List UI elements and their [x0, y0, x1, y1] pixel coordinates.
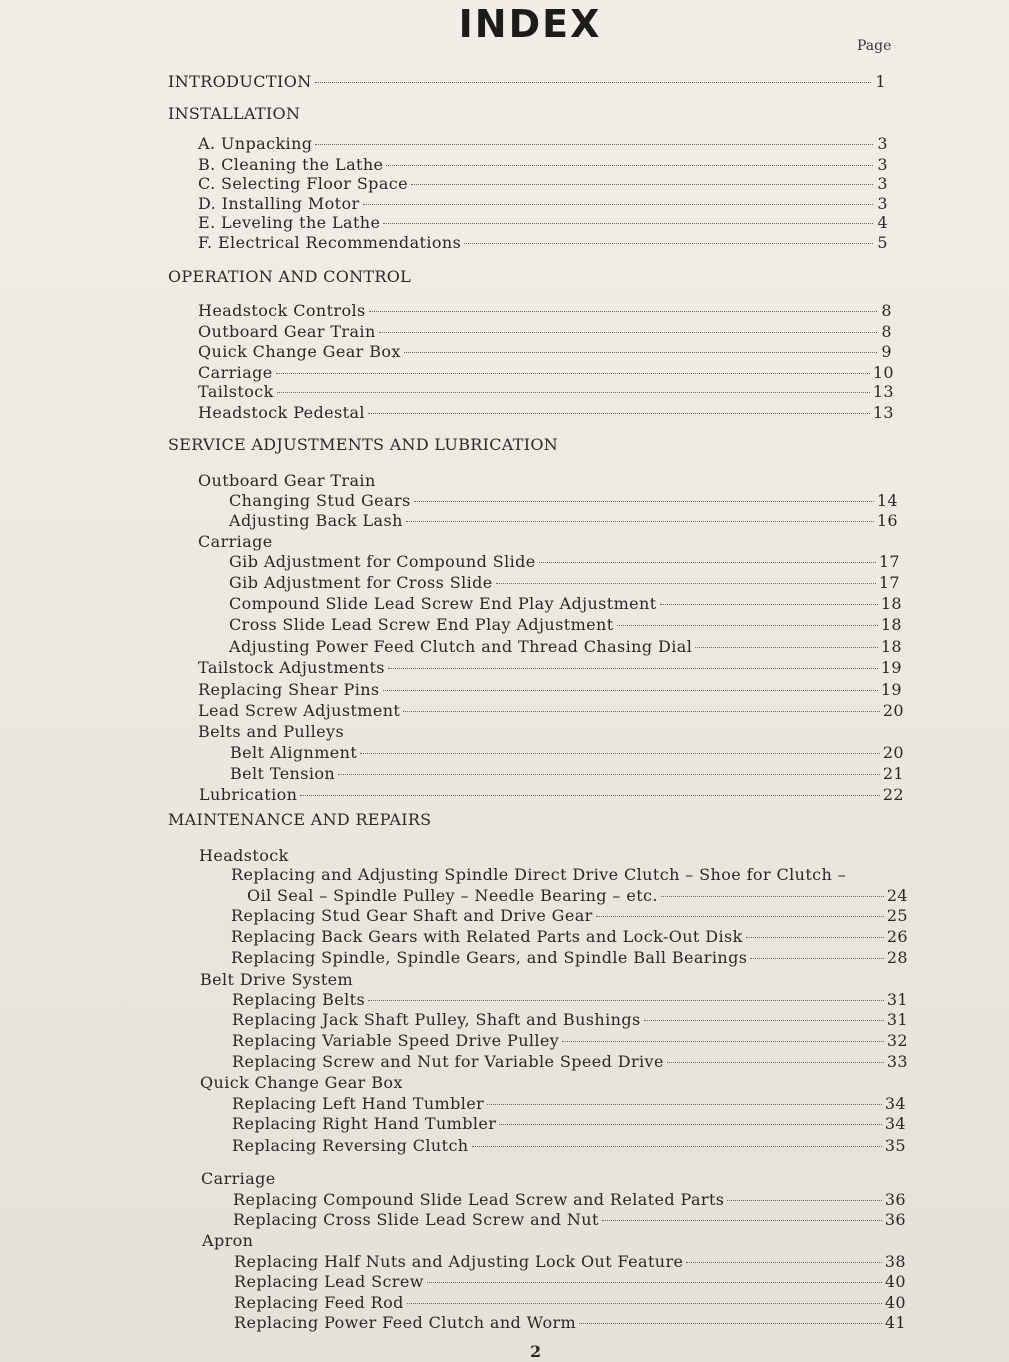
dot-leader: [360, 753, 880, 754]
toc-entry-page: 34: [884, 1094, 906, 1113]
toc-entry[interactable]: [198, 680, 902, 700]
toc-entry[interactable]: [232, 1052, 908, 1072]
toc-entry-page: 3: [877, 194, 888, 213]
toc-entry-page: 36: [884, 1190, 906, 1209]
toc-entry-page: 21: [882, 764, 904, 783]
toc-entry-label: Headstock Pedestal: [198, 403, 365, 422]
dot-leader: [379, 332, 877, 333]
dot-leader: [496, 583, 876, 584]
dot-leader: [368, 1000, 884, 1001]
toc-entry-label: Headstock Controls: [198, 301, 366, 320]
toc-entry-page: 13: [872, 382, 894, 401]
toc-entry[interactable]: [198, 155, 888, 175]
page-title: INDEX: [458, 2, 602, 46]
toc-entry[interactable]: [231, 927, 908, 947]
toc-entry[interactable]: [229, 573, 900, 593]
dot-leader: [695, 647, 878, 648]
toc-entry-page: 3: [877, 174, 888, 193]
toc-entry-label: Replacing Screw and Nut for Variable Speed Drive: [232, 1052, 664, 1071]
toc-entry[interactable]: [231, 906, 908, 926]
toc-entry-page: 22: [882, 785, 904, 804]
toc-entry[interactable]: [233, 1190, 906, 1210]
toc-entry-page: 19: [880, 658, 902, 677]
toc-entry-page: 35: [884, 1136, 906, 1155]
dot-leader: [411, 184, 873, 185]
toc-entry-label: Replacing Left Hand Tumbler: [232, 1094, 485, 1113]
toc-entry-page: 24: [886, 886, 908, 905]
toc-entry-page: 41: [884, 1313, 906, 1332]
toc-entry-page: 14: [876, 491, 898, 510]
dot-leader: [300, 795, 880, 796]
toc-entry-page: 31: [886, 990, 908, 1009]
dot-leader: [407, 1303, 882, 1304]
toc-entry[interactable]: [198, 658, 902, 678]
toc-entry[interactable]: [198, 194, 888, 214]
dot-leader: [487, 1104, 882, 1105]
toc-entry-page: 33: [886, 1052, 908, 1071]
toc-entry-label: Replacing Variable Speed Drive Pulley: [232, 1031, 560, 1050]
dot-leader: [750, 958, 884, 959]
toc-entry-page: 28: [886, 948, 908, 967]
toc-entry-label: Replacing Power Feed Clutch and Worm: [234, 1313, 577, 1332]
toc-entry-label: Tailstock Adjustments: [198, 658, 385, 677]
toc-entry-label: Replacing Lead Screw: [234, 1272, 424, 1291]
dot-leader: [388, 668, 878, 669]
dot-leader: [427, 1282, 882, 1283]
toc-entry-label: Replacing Right Hand Tumbler: [232, 1114, 497, 1133]
toc-entry-page: 34: [884, 1114, 906, 1133]
toc-entry-label: Belt Tension: [230, 764, 336, 783]
toc-entry[interactable]: [198, 403, 894, 423]
section-heading-maintenance: MAINTENANCE AND REPAIRS: [168, 810, 432, 829]
toc-entry[interactable]: [198, 382, 894, 402]
toc-entry-label: Replacing Belts: [232, 990, 366, 1009]
toc-entry-label: Replacing Cross Slide Lead Screw and Nut: [233, 1210, 599, 1229]
toc-entry-label: Outboard Gear Train: [198, 322, 376, 341]
dot-leader: [472, 1146, 882, 1147]
toc-entry-label: Lead Screw Adjustment: [198, 701, 401, 720]
toc-entry-label: Replacing Back Gears with Related Parts and Lock-Out Disk: [231, 927, 743, 946]
toc-entry[interactable]: [198, 134, 888, 154]
toc-entry[interactable]: [198, 701, 904, 721]
toc-entry-label: Gib Adjustment for Cross Slide: [229, 573, 493, 592]
dot-leader: [369, 311, 877, 312]
toc-entry-page: 4: [877, 213, 888, 232]
toc-entry-page: 9: [881, 342, 892, 361]
toc-entry[interactable]: [232, 990, 908, 1010]
dot-leader: [539, 562, 876, 563]
page-number: 2: [530, 1342, 542, 1361]
dot-leader: [579, 1323, 882, 1324]
dot-leader: [617, 625, 878, 626]
toc-entry-label: B. Cleaning the Lathe: [198, 155, 384, 174]
toc-entry-label: E. Leveling the Lathe: [198, 213, 381, 232]
toc-entry-label: Adjusting Back Lash: [229, 511, 403, 530]
dot-leader: [368, 413, 870, 414]
group-heading: Belt Drive System: [200, 970, 354, 989]
toc-entry[interactable]: [229, 552, 900, 572]
toc-entry-label: Replacing Compound Slide Lead Screw and Related Parts: [233, 1190, 725, 1209]
dot-leader: [686, 1262, 881, 1263]
group-heading: Headstock: [199, 846, 289, 865]
toc-entry-label: A. Unpacking: [198, 134, 313, 153]
dot-leader: [727, 1200, 881, 1201]
toc-entry[interactable]: [232, 1094, 906, 1114]
toc-entry-page: 8: [881, 322, 892, 341]
dot-leader: [383, 223, 873, 224]
toc-entry[interactable]: [229, 637, 902, 657]
dot-leader: [276, 373, 870, 374]
toc-entry-continued-line: Replacing and Adjusting Spindle Direct Drive Clutch – Shoe for Clutch –: [231, 865, 847, 884]
toc-entry[interactable]: [229, 594, 902, 614]
toc-entry-label: Replacing Half Nuts and Adjusting Lock Out Feature: [234, 1252, 684, 1271]
dot-leader: [383, 690, 878, 691]
toc-entry-label: Changing Stud Gears: [229, 491, 411, 510]
toc-entry-label: Replacing Stud Gear Shaft and Drive Gear: [231, 906, 593, 925]
toc-entry-page: 18: [880, 615, 902, 634]
toc-entry-label: Lubrication: [199, 785, 298, 804]
toc-entry-page: 17: [878, 552, 900, 571]
toc-entry-page: 36: [884, 1210, 906, 1229]
toc-entry-page: 17: [878, 573, 900, 592]
page-column-label: Page: [857, 38, 892, 54]
toc-entry-page: 20: [882, 743, 904, 762]
toc-entry-label: D. Installing Motor: [198, 194, 360, 213]
toc-entry[interactable]: [229, 615, 902, 635]
dot-leader: [315, 144, 873, 145]
toc-entry-introduction[interactable]: [168, 72, 886, 92]
dot-leader: [596, 916, 884, 917]
toc-entry-page: 16: [876, 511, 898, 530]
toc-entry-page: 40: [884, 1272, 906, 1291]
dot-leader: [667, 1062, 884, 1063]
toc-entry[interactable]: [247, 886, 908, 906]
toc-entry[interactable]: [198, 301, 892, 321]
toc-entry-label: Belt Alignment: [230, 743, 358, 762]
toc-entry-label: C. Selecting Floor Space: [198, 174, 408, 193]
toc-entry-label: Replacing Jack Shaft Pulley, Shaft and Bushings: [232, 1010, 641, 1029]
toc-entry[interactable]: [234, 1272, 906, 1292]
toc-entry[interactable]: [230, 743, 904, 763]
toc-entry-label: INTRODUCTION: [168, 72, 312, 91]
toc-entry-page: 5: [877, 233, 888, 252]
toc-entry-page: 32: [886, 1031, 908, 1050]
section-heading-operation: OPERATION AND CONTROL: [168, 267, 412, 286]
toc-entry-page: 18: [880, 637, 902, 656]
toc-entry-label: F. Electrical Recommendations: [198, 233, 462, 252]
toc-entry-page: 3: [877, 134, 888, 153]
toc-entry[interactable]: [232, 1031, 908, 1051]
toc-entry-page: 31: [886, 1010, 908, 1029]
toc-entry-page: 38: [884, 1252, 906, 1271]
toc-entry-label: Replacing Spindle, Spindle Gears, and Spindle Ball Bearings: [231, 948, 748, 967]
section-heading-installation: INSTALLATION: [168, 104, 301, 123]
dot-leader: [499, 1124, 882, 1125]
toc-entry-page: 40: [884, 1293, 906, 1312]
toc-entry[interactable]: [198, 342, 892, 362]
dot-leader: [363, 204, 873, 205]
toc-entry-lubrication[interactable]: [199, 785, 904, 805]
toc-entry-label: Oil Seal – Spindle Pulley – Needle Bearing – etc.: [247, 886, 658, 905]
toc-entry[interactable]: [198, 213, 888, 233]
toc-entry[interactable]: [232, 1010, 908, 1030]
group-heading: Quick Change Gear Box: [200, 1073, 403, 1092]
group-heading: Carriage: [198, 532, 273, 551]
toc-entry-page: 25: [886, 906, 908, 925]
toc-entry-page: 20: [882, 701, 904, 720]
toc-entry-page: 13: [872, 403, 894, 422]
toc-entry[interactable]: [198, 233, 888, 253]
group-heading: Outboard Gear Train: [198, 471, 376, 490]
group-heading: Apron: [202, 1231, 254, 1250]
toc-entry-label: Replacing Shear Pins: [198, 680, 380, 699]
dot-leader: [406, 521, 874, 522]
toc-entry-page: 1: [875, 72, 886, 91]
toc-entry[interactable]: [198, 322, 892, 342]
toc-entry-page: 3: [877, 155, 888, 174]
dot-leader: [386, 165, 873, 166]
toc-entry-label: Gib Adjustment for Compound Slide: [229, 552, 536, 571]
toc-entry-label: Quick Change Gear Box: [198, 342, 401, 361]
toc-entry[interactable]: [198, 174, 888, 194]
dot-leader: [562, 1041, 884, 1042]
toc-entry[interactable]: [229, 491, 898, 511]
dot-leader: [414, 501, 874, 502]
toc-entry[interactable]: [229, 511, 898, 531]
dot-leader: [660, 604, 878, 605]
toc-entry-label: Replacing Feed Rod: [234, 1293, 404, 1312]
toc-entry[interactable]: [234, 1313, 906, 1333]
dot-leader: [464, 243, 873, 244]
dot-leader: [315, 82, 871, 83]
section-heading-service: SERVICE ADJUSTMENTS AND LUBRICATION: [168, 435, 559, 454]
toc-entry[interactable]: [198, 363, 894, 383]
dot-leader: [661, 896, 884, 897]
dot-leader: [746, 937, 884, 938]
toc-entry-page: 26: [886, 927, 908, 946]
toc-entry[interactable]: [231, 948, 908, 968]
toc-entry-label: Replacing Reversing Clutch: [232, 1136, 469, 1155]
dot-leader: [404, 352, 877, 353]
toc-entry[interactable]: [232, 1114, 906, 1134]
toc-entry-page: 10: [872, 363, 894, 382]
toc-entry-label: Compound Slide Lead Screw End Play Adjustment: [229, 594, 657, 613]
dot-leader: [403, 711, 880, 712]
dot-leader: [602, 1220, 882, 1221]
toc-entry[interactable]: [234, 1252, 906, 1272]
toc-entry[interactable]: [232, 1136, 906, 1156]
toc-entry[interactable]: [234, 1293, 906, 1313]
toc-entry[interactable]: [233, 1210, 906, 1230]
toc-entry-label: Cross Slide Lead Screw End Play Adjustment: [229, 615, 614, 634]
toc-entry-label: Carriage: [198, 363, 273, 382]
toc-entry-label: Adjusting Power Feed Clutch and Thread Chasing Dial: [229, 637, 693, 656]
toc-entry[interactable]: [230, 764, 904, 784]
toc-entry-page: 19: [880, 680, 902, 699]
group-heading: Belts and Pulleys: [198, 722, 345, 741]
group-heading: Carriage: [201, 1169, 276, 1188]
toc-entry-page: 18: [880, 594, 902, 613]
toc-entry-label: Tailstock: [198, 382, 274, 401]
dot-leader: [644, 1020, 884, 1021]
dot-leader: [277, 392, 870, 393]
toc-entry-page: 8: [881, 301, 892, 320]
dot-leader: [338, 774, 880, 775]
